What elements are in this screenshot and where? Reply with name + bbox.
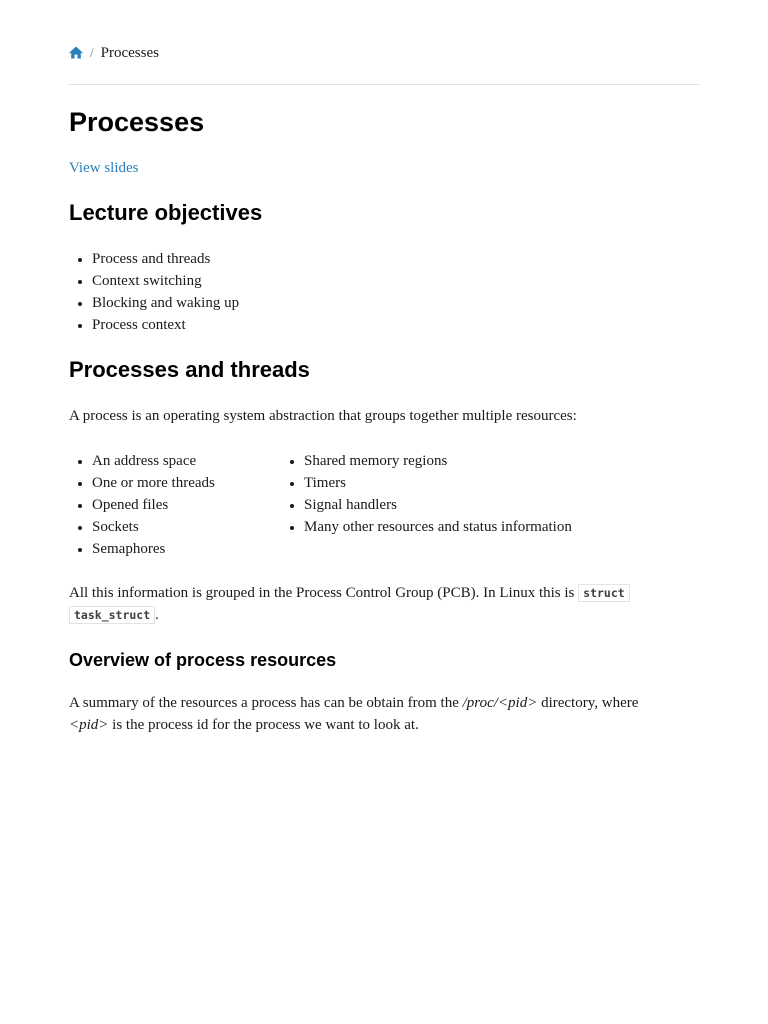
pid-term: <pid> — [69, 717, 109, 733]
breadcrumb-separator: / — [90, 45, 94, 60]
pcb-text: All this information is grouped in the Process Control Group (PCB). In Linux this is — [69, 585, 575, 601]
processes-threads-heading: Processes and threads — [69, 357, 310, 382]
list-item: • Context switching — [92, 270, 239, 292]
code-task-struct: task_struct — [69, 606, 155, 624]
list-item: • Sockets — [92, 516, 215, 538]
code-struct: struct — [578, 584, 630, 602]
list-item: • Shared memory regions — [304, 450, 572, 472]
breadcrumb — [69, 44, 159, 62]
list-item: • Many other resources and status information — [304, 516, 572, 538]
process-intro-text: A process is an operating system abstraction that groups together multiple resources: — [69, 408, 577, 424]
resources-list-right — [281, 450, 572, 538]
list-item: • Signal handlers — [304, 494, 572, 516]
list-item: • Blocking and waking up — [92, 292, 239, 314]
pcb-paragraph — [69, 582, 699, 626]
overview-text-1: A summary of the resources a process has can be obtain from the — [69, 695, 459, 711]
list-item: • Process and threads — [92, 248, 239, 270]
lecture-objectives-heading: Lecture objectives — [69, 200, 263, 225]
header-divider — [69, 84, 699, 85]
resources-list-left — [69, 450, 215, 560]
breadcrumb-current: Processes — [100, 45, 159, 61]
objectives-list — [69, 248, 239, 336]
list-item: • Opened files — [92, 494, 215, 516]
home-icon[interactable] — [69, 46, 83, 60]
list-item: • Semaphores — [92, 538, 215, 560]
list-item: • Process context — [92, 314, 239, 336]
list-item: • Timers — [304, 472, 572, 494]
view-slides-link[interactable]: View slides — [69, 160, 139, 176]
overview-heading: Overview of process resources — [69, 650, 337, 670]
list-item: • An address space — [92, 450, 215, 472]
list-item: • One or more threads — [92, 472, 215, 494]
overview-text-3: is the process id for the process we want to look at. — [112, 717, 419, 733]
page-title: Processes — [69, 107, 205, 137]
proc-path: /proc/<pid> — [462, 695, 538, 711]
overview-paragraph — [69, 692, 699, 736]
overview-text-2: directory, where — [541, 695, 639, 711]
pcb-period: . — [155, 607, 159, 623]
